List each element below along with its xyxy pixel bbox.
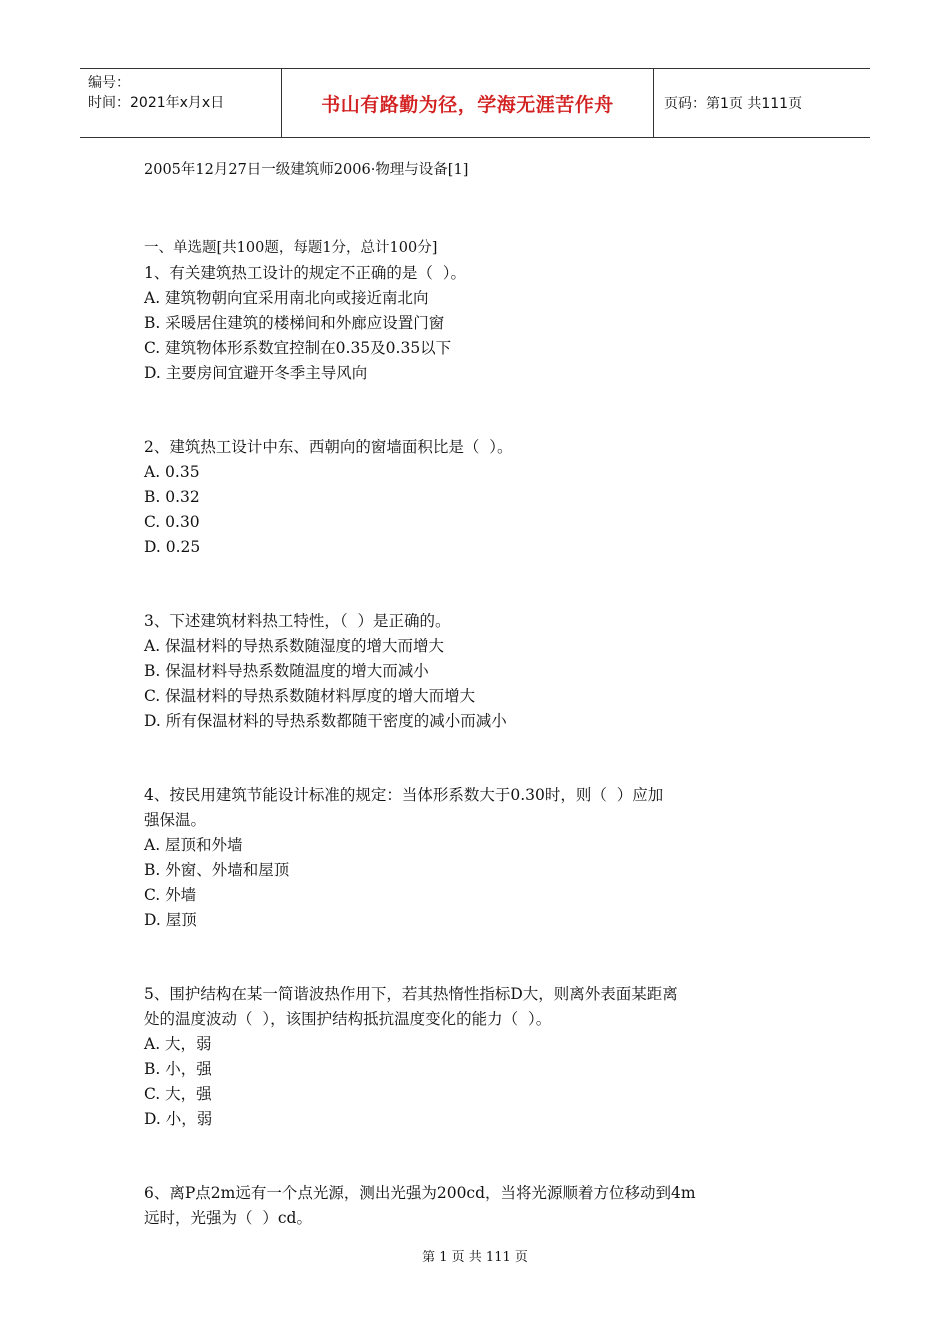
answer-option: D. 小，弱: [144, 1110, 213, 1128]
page-footer: 第 1 页 共 111 页: [422, 1250, 528, 1265]
answer-option: B. 外窗、外墙和屋顶: [144, 861, 290, 879]
question-item: [144, 783, 824, 933]
question-list: [144, 261, 824, 1231]
document-title: 2005年12月27日一级建筑师2006·物理与设备[1]: [144, 162, 469, 178]
answer-option: A. 屋顶和外墙: [144, 836, 243, 854]
answer-option: A. 大，弱: [144, 1035, 212, 1053]
answer-option: B. 保温材料导热系数随温度的增大而减小: [144, 662, 429, 680]
question-stem: 1、有关建筑热工设计的规定不正确的是（ ）。: [144, 264, 466, 282]
time-label: 时间：2021年x月x日: [88, 95, 225, 111]
answer-option: C. 大，强: [144, 1085, 212, 1103]
header-meta: [80, 69, 282, 137]
number-label: 编号：: [88, 75, 130, 91]
answer-option: B. 采暖居住建筑的楼梯间和外廊应设置门窗: [144, 314, 445, 332]
answer-option: A. 0.35: [144, 463, 200, 481]
answer-option: B. 0.32: [144, 488, 200, 506]
answer-option: D. 0.25: [144, 538, 201, 556]
answer-option: A. 保温材料的导热系数随湿度的增大而增大: [144, 637, 445, 655]
question-item: [144, 982, 824, 1132]
answer-option: D. 屋顶: [144, 911, 197, 929]
answer-option: C. 保温材料的导热系数随材料厚度的增大而增大: [144, 687, 476, 705]
question-item: [144, 609, 824, 734]
question-stem: 强保温。: [144, 811, 207, 829]
question-stem: 6、离P点2m远有一个点光源，测出光强为200cd，当将光源顺着方位移动到4m: [144, 1184, 696, 1202]
question-item: [144, 1181, 824, 1231]
answer-option: C. 0.30: [144, 513, 200, 531]
section-title: 一、单选题[共100题，每题1分，总计100分]: [144, 240, 438, 256]
question-stem: 5、围护结构在某一简谐波热作用下，若其热惰性指标D大，则离外表面某距离: [144, 985, 678, 1003]
question-stem: 4、按民用建筑节能设计标准的规定：当体形系数大于0.30时，则（ ）应加: [144, 786, 664, 804]
page-header: [80, 68, 870, 138]
question-stem: 处的温度波动（ ），该围护结构抵抗温度变化的能力（ ）。: [144, 1010, 552, 1028]
header-motto: 书山有路勤为径，学海无涯苦作舟: [282, 69, 654, 137]
question-stem: 远时，光强为（ ）cd。: [144, 1209, 312, 1227]
answer-option: C. 外墙: [144, 886, 197, 904]
answer-option: D. 所有保温材料的导热系数都随干密度的减小而减小: [144, 712, 507, 730]
question-stem: 2、建筑热工设计中东、西朝向的窗墙面积比是（ ）。: [144, 438, 513, 456]
header-page-info: 页码：第1页 共111页: [664, 96, 803, 112]
document-body: [144, 158, 824, 1280]
answer-option: B. 小，强: [144, 1060, 212, 1078]
answer-option: D. 主要房间宜避开冬季主导风向: [144, 364, 368, 382]
answer-option: A. 建筑物朝向宜采用南北向或接近南北向: [144, 289, 429, 307]
answer-option: C. 建筑物体形系数宜控制在0.35及0.35以下: [144, 339, 452, 357]
question-item: [144, 435, 824, 560]
question-stem: 3、下述建筑材料热工特性，（ ）是正确的。: [144, 612, 451, 630]
question-item: [144, 261, 824, 386]
